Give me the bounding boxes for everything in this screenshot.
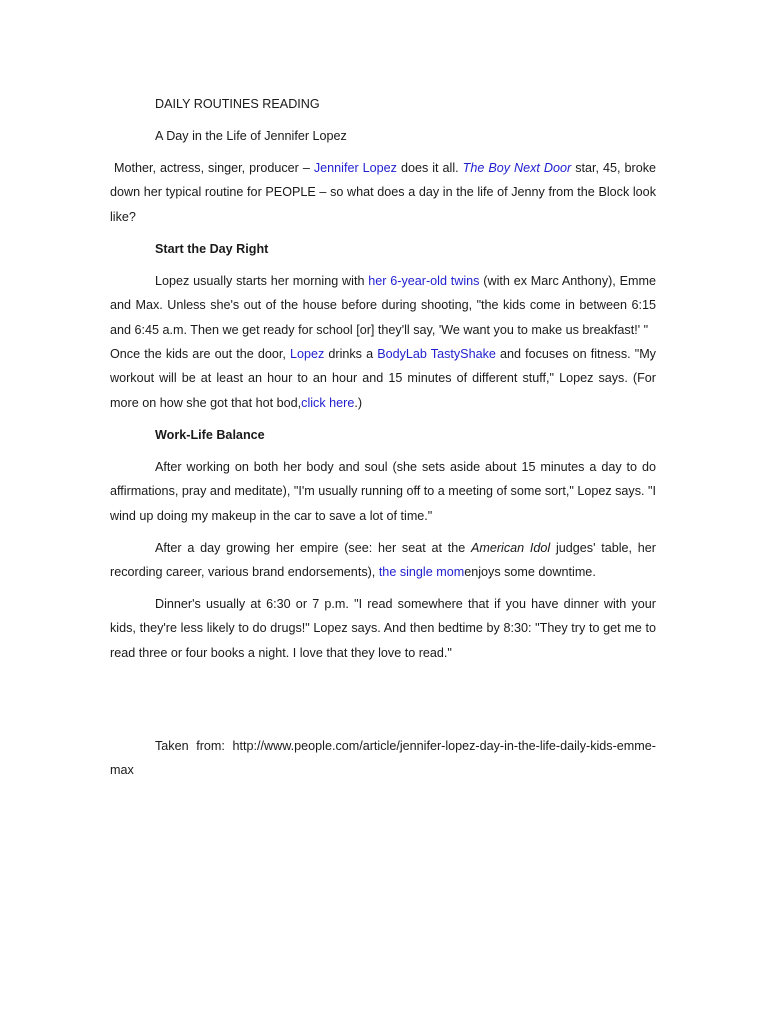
morning-text-2: (with ex Marc Anthony), Emme and Max. Unless she's out of the house before during shooting, "the kids come in between 6:15 and 6:45 a.m. Then we get ready for school [or] they'll say, 'We want you to make us breakfast!' " (110, 273, 657, 337)
document-page (110, 92, 656, 790)
morning-text-5: and focuses on fitness. "My workout will be at least an hour to an hour and 15 minutes of different stuff," Lopez says. (For more on how she got that hot bod, (110, 347, 656, 410)
morning-text-3: Once the kids are out the door, (110, 347, 290, 362)
empire-text-1: After a day growing her empire (see: her seat at the (155, 540, 471, 555)
empire-text-3: enjoys some downtime. (464, 565, 596, 580)
paragraph-empire (110, 536, 656, 585)
link-lopez[interactable]: Lopez (289, 347, 325, 362)
link-twins[interactable]: her 6-year-old twins (368, 273, 480, 288)
link-bodylab-tastyshake[interactable]: BodyLab TastyShake (377, 347, 496, 362)
intro-text-3: star, 45, broke down her typical routine for PEOPLE – so what does a day in the life of Jenny from the Block look like? (110, 161, 656, 224)
intro-text-1: Mother, actress, singer, producer – (110, 161, 314, 175)
paragraph-morning (110, 269, 656, 415)
link-single-mom[interactable]: the single mom (378, 565, 465, 580)
heading-work-life-balance: Work-Life Balance (155, 427, 265, 442)
link-jennifer-lopez[interactable]: Jennifer Lopez (313, 161, 397, 175)
paragraph-work: After working on both her body and soul (she sets aside about 15 minutes a day to do affirmations, pray and meditate), "I'm usually running off to a meeting of some sort," Lopez says. "I wind up doing my makeup in the car to save a lot of time." (110, 459, 656, 523)
heading-start-the-day: Start the Day Right (155, 241, 269, 256)
morning-text-4: drinks a (324, 347, 378, 362)
doc-header: DAILY ROUTINES READING (155, 97, 320, 111)
intro-paragraph (110, 156, 656, 229)
paragraph-dinner: Dinner's usually at 6:30 or 7 p.m. "I read somewhere that if you have dinner with your kids, they're less likely to do drugs!" Lopez says. And then bedtime by 8:30: "They try to get me to read three or four books a night. I love that they love to read." (110, 597, 656, 660)
source-line: Taken from: http://www.people.com/article/jennifer-lopez-day-in-the-life-daily-kids-emme-max (110, 738, 656, 778)
link-boy-next-door[interactable]: The Boy Next Door (462, 161, 572, 175)
empire-text-2: judges' table, her recording career, various brand endorsements), (110, 540, 656, 580)
morning-text-1: Lopez usually starts her morning with (155, 273, 369, 288)
blank-space (110, 673, 656, 734)
doc-title: A Day in the Life of Jennifer Lopez (155, 129, 347, 143)
link-click-here[interactable]: click here (301, 395, 355, 410)
intro-text-2: does it all. (396, 161, 463, 175)
morning-text-6: .) (354, 395, 363, 410)
american-idol-text: American Idol (470, 540, 551, 555)
